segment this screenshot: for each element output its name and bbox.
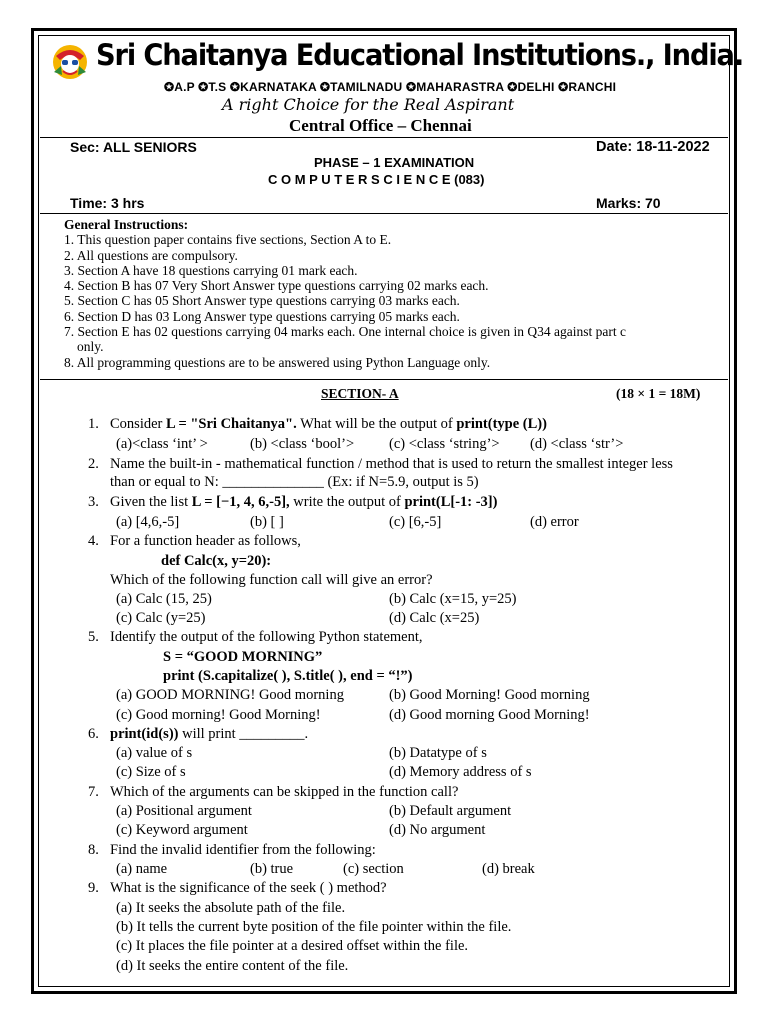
q7-option-c: (c) Keyword argument xyxy=(116,822,248,838)
q1-option-b: (b) <class ‘bool’> xyxy=(250,436,355,452)
q4-number: 4. xyxy=(88,533,99,549)
q8-text-line1: Find the invalid identifier from the following: xyxy=(110,842,376,858)
q9-text-line1: What is the significance of the seek ( ) method? xyxy=(110,880,387,896)
section-divider xyxy=(40,379,728,380)
instruction-item: 2. All questions are compulsory. xyxy=(64,247,238,263)
exam-date: Date: 18-11-2022 xyxy=(596,139,710,155)
q8-option-a: (a) name xyxy=(116,861,168,877)
section-a-marks: (18 × 1 = 18M) xyxy=(616,386,701,401)
instruction-item: 7. Section E has 02 questions carrying 04 marks each. One internal choice is given in Q34 against part c xyxy=(64,324,626,340)
exam-time: Time: 3 hrs xyxy=(70,195,145,211)
q5-option-b: (b) Good Morning! Good morning xyxy=(389,687,590,703)
q1-option-c: (c) <class ‘string’> xyxy=(389,436,500,452)
instruction-item: 1. This question paper contains five sections, Section A to E. xyxy=(64,232,392,248)
q9-option-d: (d) It seeks the entire content of the file. xyxy=(116,958,349,974)
q4-option-d: (d) Calc (x=25) xyxy=(389,610,480,626)
instruction-item: 5. Section C has 05 Short Answer type questions carrying 03 marks each. xyxy=(64,293,460,309)
q7-text-line1: Which of the arguments can be skipped in the function call? xyxy=(110,784,459,800)
q2-text-line2: than or equal to N: ______________ (Ex: if N=5.9, output is 5) xyxy=(110,474,479,490)
q1-number: 1. xyxy=(88,416,99,432)
q3-number: 3. xyxy=(88,494,99,510)
header-divider xyxy=(40,137,728,138)
q9-option-c: (c) It places the file pointer at a desired offset within the file. xyxy=(116,938,469,954)
q4-text-line2: Which of the following function call will give an error? xyxy=(110,572,433,588)
institution-logo xyxy=(50,42,90,80)
q3-option-a: (a) [4,6,-5] xyxy=(116,514,180,530)
institution-name: Sri Chaitanya Educational Institutions., India. xyxy=(96,38,744,72)
instructions-divider xyxy=(40,213,728,214)
q4-option-c: (c) Calc (y=25) xyxy=(116,610,206,626)
q7-option-a: (a) Positional argument xyxy=(116,803,252,819)
q1-option-a: (a)<class ‘int’ > xyxy=(116,436,208,452)
q8-option-d: (d) break xyxy=(482,861,535,877)
instructions-title: General Instructions: xyxy=(64,217,189,232)
q2-text-line1: Name the built-in - mathematical function / method that is used to return the smallest integer less xyxy=(110,456,673,472)
section-a-title: SECTION- A xyxy=(321,386,399,401)
q7-option-d: (d) No argument xyxy=(389,822,486,838)
q6-option-b: (b) Datatype of s xyxy=(389,745,487,761)
general-instructions xyxy=(64,217,626,370)
q5-text-line1: Identify the output of the following Python statement, xyxy=(110,629,423,645)
subject-title: C O M P U T E R S C I E N C E (083) xyxy=(268,172,485,187)
section-label: Sec: ALL SENIORS xyxy=(70,139,197,155)
q6-option-d: (d) Memory address of s xyxy=(389,764,532,780)
q1-text: Consider L = "Sri Chaitanya". What will be the output of print(type (L)) xyxy=(110,416,547,432)
q8-option-c: (c) section xyxy=(343,861,404,877)
q5-option-a: (a) GOOD MORNING! Good morning xyxy=(116,687,344,703)
q6-option-c: (c) Size of s xyxy=(116,764,186,780)
q3-option-c: (c) [6,-5] xyxy=(389,514,442,530)
q4-option-b: (b) Calc (x=15, y=25) xyxy=(389,591,517,607)
q5-option-c: (c) Good morning! Good Morning! xyxy=(116,707,321,723)
q5-code-line1: S = “GOOD MORNING” xyxy=(163,649,323,665)
q6-option-a: (a) value of s xyxy=(116,745,193,761)
q3-text: Given the list L = [−1, 4, 6,-5], write the output of print(L[-1: -3]) xyxy=(110,494,498,510)
instruction-item: 3. Section A have 18 questions carrying 01 mark each. xyxy=(64,262,358,278)
exam-marks: Marks: 70 xyxy=(596,195,661,211)
tagline: A right Choice for the Real Aspirant xyxy=(222,95,515,114)
q9-option-a: (a) It seeks the absolute path of the file. xyxy=(116,900,346,916)
q4-code: def Calc(x, y=20): xyxy=(161,553,272,569)
q3-option-d: (d) error xyxy=(530,514,579,530)
q7-option-b: (b) Default argument xyxy=(389,803,512,819)
q5-option-d: (d) Good morning Good Morning! xyxy=(389,707,590,723)
q8-option-b: (b) true xyxy=(250,861,294,877)
q1-option-d: (d) <class ‘str’> xyxy=(530,436,624,452)
q8-number: 8. xyxy=(88,842,99,858)
q9-number: 9. xyxy=(88,880,99,896)
instruction-item: 8. All programming questions are to be answered using Python Language only. xyxy=(64,354,491,370)
q3-option-b: (b) [ ] xyxy=(250,514,284,530)
phase-title: PHASE – 1 EXAMINATION xyxy=(314,155,475,170)
q6-number: 6. xyxy=(88,726,99,742)
q6-text: print(id(s)) will print _________. xyxy=(110,726,309,742)
q4-option-a: (a) Calc (15, 25) xyxy=(116,591,212,607)
q9-option-b: (b) It tells the current byte position of the file pointer within the file. xyxy=(116,919,512,935)
instruction-item: 6. Section D has 03 Long Answer type questions carrying 05 marks each. xyxy=(64,308,460,324)
states-list: ✪A.P ✪T.S ✪KARNATAKA ✪TAMILNADU ✪MAHARASTRA ✪DELHI ✪RANCHI xyxy=(164,80,617,94)
q2-number: 2. xyxy=(88,456,99,472)
instruction-item: 4. Section B has 07 Very Short Answer type questions carrying 02 marks each. xyxy=(64,278,489,294)
q4-text-line1: For a function header as follows, xyxy=(110,533,301,549)
instruction-item: only. xyxy=(77,339,104,355)
q5-code-line2: print (S.capitalize( ), S.title( ), end = “!”) xyxy=(163,668,413,684)
central-office: Central Office – Chennai xyxy=(289,116,472,135)
q5-number: 5. xyxy=(88,629,99,645)
q7-number: 7. xyxy=(88,784,99,800)
